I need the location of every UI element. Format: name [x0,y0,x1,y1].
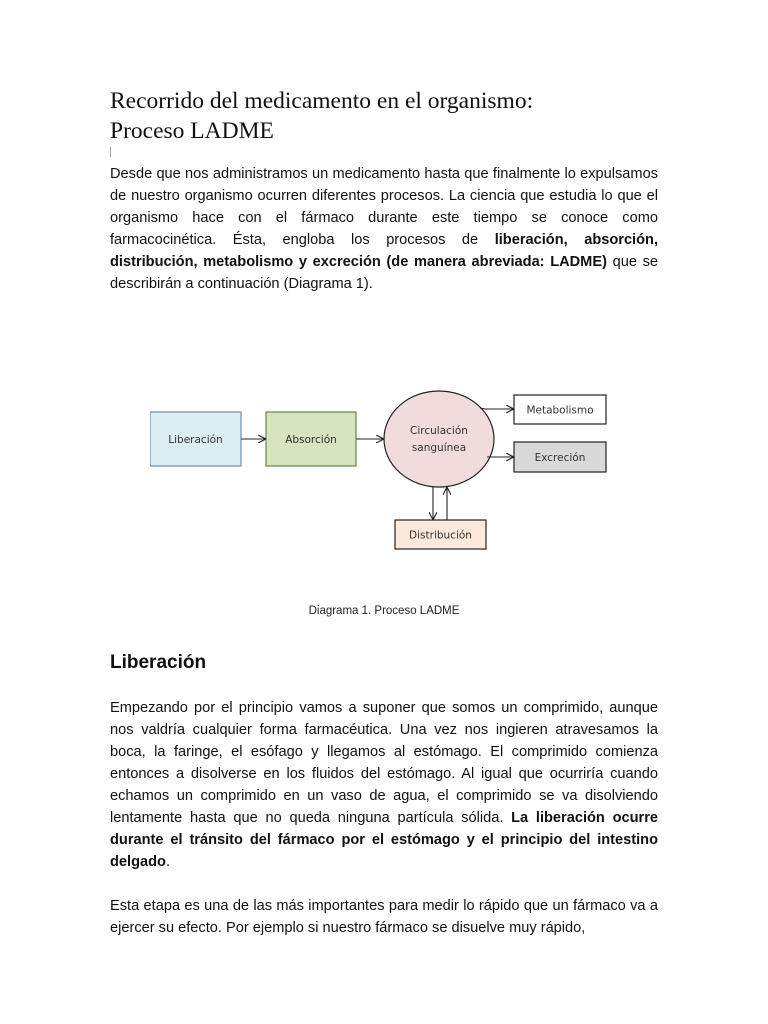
liberacion-paragraph-1 [110,697,658,873]
intro-text-1: Desde que nos administramos un medicamento hasta que finalmente lo expulsamos de nuestro organismo ocurren diferentes procesos. La ciencia que estudia lo que el organismo hace con el fármaco durante este tiempo se conoce como farmacocinética. Ésta, engloba los procesos de [110,166,658,248]
intro-text-2: que se describirán a continuación (Diagrama 1). [110,254,658,292]
ladme-diagram [150,382,620,558]
node-excrecion-label: Excreción [534,452,586,464]
title-line-2: Proceso LADME [110,118,274,144]
node-distribucion-label: Distribución [409,529,472,542]
liberacion-p1-text-1: Empezando por el principio vamos a suponer que somos un comprimido, aunque nos valdría cualquier forma farmacéutica. Una vez nos ingieren atravesamos la boca, la faringe, el esófago y llegamos al estómago. El comprimido comienza entonces a disolverse en los fluidos del estómago. Al igual que ocurriría cuando echamos un comprimido en un vaso de agua, el comprimido se va disolviendo lentamente hasta que no queda ninguna partícula sólida. [110,700,658,826]
title-line-1: Recorrido del medicamento en el organismo: [110,88,534,114]
liberacion-p1-bold: La liberación ocurre durante el tránsito del fármaco por el estómago y el principio del intestino delgado [110,810,658,870]
node-circulacion-ellipse [384,391,494,487]
section-heading-liberacion: Liberación [110,652,207,673]
arrow-circulacion-to-metabolismo [480,408,513,409]
intro-paragraph [110,163,658,295]
liberacion-p1-text-2: . [165,854,171,870]
diagram-caption: Diagrama 1. Proceso LADME [308,605,460,617]
node-liberacion-label: Liberación [168,434,223,446]
node-circulacion-label-2: sanguínea [411,442,467,454]
text-cursor-mark [110,147,111,157]
intro-bold-ladme: liberación, absorción, distribución, metabolismo y excreción (de manera abreviada: LADME) [110,232,658,270]
node-metabolismo-label: Metabolismo [526,404,594,417]
liberacion-paragraph-2: Esta etapa es una de las más importantes para medir lo rápido que un fármaco va a ejercer su efecto. Por ejemplo si nuestro fármaco se disuelve muy rápido, [110,898,658,936]
node-circulacion-label-1: Circulación [410,425,468,437]
document-title [110,86,658,146]
node-absorcion-label: Absorción [285,434,337,446]
